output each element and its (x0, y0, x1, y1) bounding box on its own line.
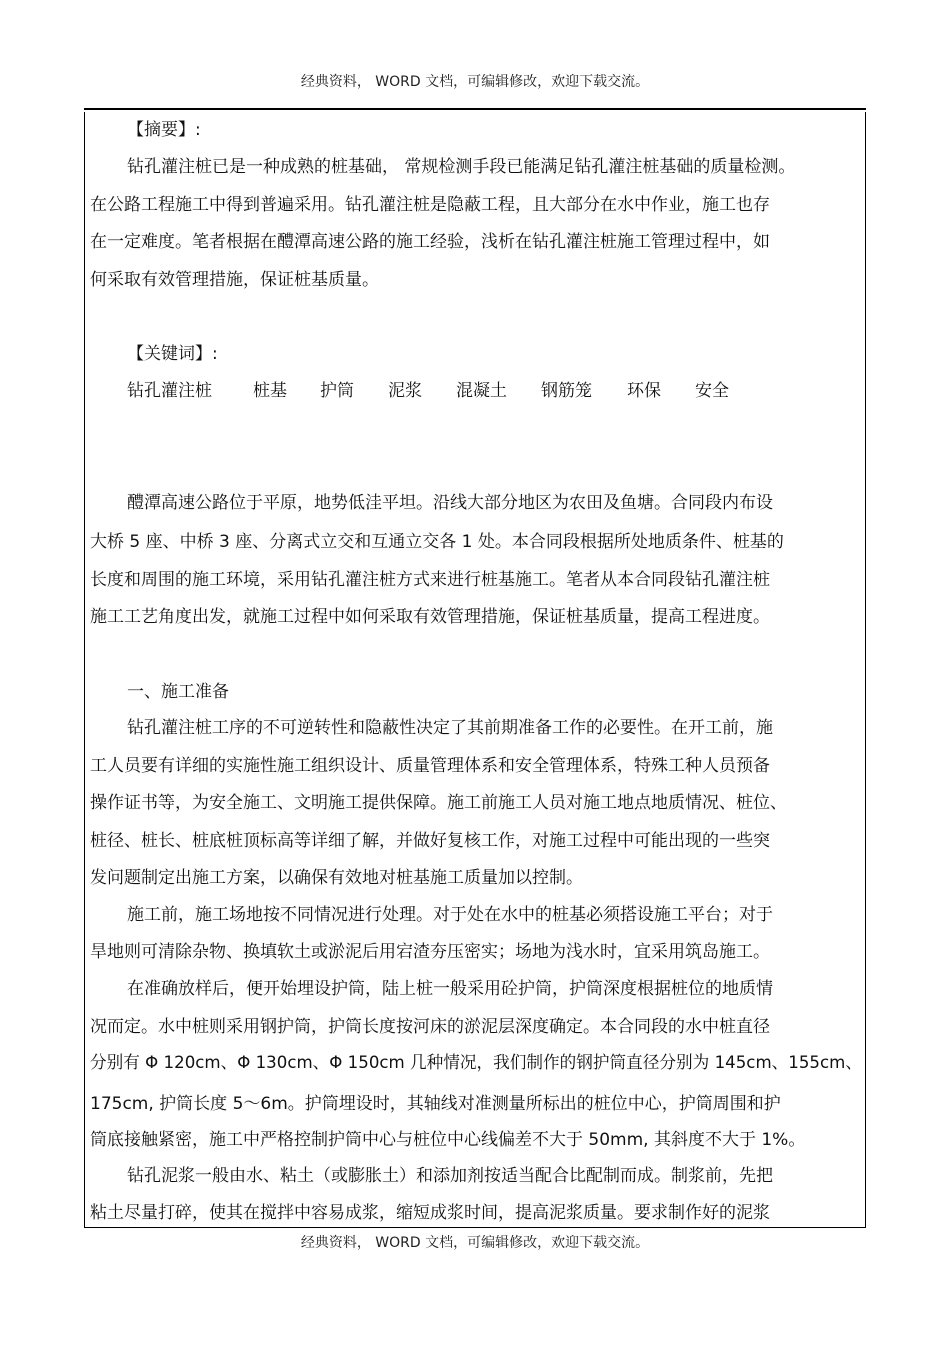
intro-line: 施工工艺角度出发，就施工过程中如何采取有效管理措施，保证桩基质量，提高工程进度。 (90, 607, 770, 627)
keyword: 泥浆 (388, 381, 422, 401)
header-rule (84, 108, 866, 110)
body-line: 操作证书等，为安全施工、文明施工提供保障。施工前施工人员对施工地点地质情况、桩位、 (90, 793, 787, 813)
body-line: 分别有 Φ 120cm、Φ 130cm、Φ 150cm 几种情况，我们制作的钢护筒直径分别为 145cm、155cm、 (90, 1053, 862, 1073)
page-footer: 经典资料， WORD 文档，可编辑修改，欢迎下载交流。 (300, 1235, 650, 1251)
body-line: 况而定。水中桩则采用钢护筒，护筒长度按河床的淤泥层深度确定。本合同段的水中桩直径 (90, 1017, 770, 1037)
keyword: 钻孔灌注桩 (127, 381, 212, 401)
keyword: 环保 (627, 381, 661, 401)
keyword: 护筒 (320, 381, 354, 401)
abstract-line: 钻孔灌注桩已是一种成熟的桩基础， 常规检测手段已能满足钻孔灌注桩基础的质量检测。 (127, 157, 796, 177)
abstract-line: 何采取有效管理措施，保证桩基质量。 (90, 270, 379, 290)
body-line: 在准确放样后，便开始埋设护筒，陆上桩一般采用砼护筒，护筒深度根据桩位的地质情 (127, 979, 773, 999)
body-line: 旱地则可清除杂物、换填软土或淤泥后用宕渣夯压密实；场地为浅水时，宜采用筑岛施工。 (90, 942, 770, 962)
keyword: 桩基 (253, 381, 287, 401)
abstract-heading: 【摘要】: (127, 120, 201, 140)
body-line: 筒底接触紧密，施工中严格控制护筒中心与桩位中心线偏差不大于 50mm, 其斜度不大于 1%。 (90, 1130, 806, 1150)
body-line: 钻孔灌注桩工序的不可逆转性和隐蔽性决定了其前期准备工作的必要性。在开工前，施 (127, 718, 773, 738)
keywords-heading: 【关键词】: (127, 344, 218, 364)
body-line: 发问题制定出施工方案，以确保有效地对桩基施工质量加以控制。 (90, 868, 583, 888)
body-line: 施工前，施工场地按不同情况进行处理。对于处在水中的桩基必须搭设施工平台；对于 (127, 905, 773, 925)
page-header: 经典资料， WORD 文档，可编辑修改，欢迎下载交流。 (300, 74, 650, 90)
abstract-line: 在一定难度。笔者根据在醴潭高速公路的施工经验，浅析在钻孔灌注桩施工管理过程中，如 (90, 232, 770, 252)
keyword: 混凝土 (456, 381, 507, 401)
keyword: 安全 (695, 381, 729, 401)
keyword: 钢筋笼 (541, 381, 592, 401)
body-line: 桩径、桩长、桩底桩顶标高等详细了解，并做好复核工作，对施工过程中可能出现的一些突 (90, 831, 770, 851)
intro-line: 大桥 5 座、中桥 3 座、分离式立交和互通立交各 1 处。本合同段根据所处地质条件、桩基的 (90, 532, 784, 552)
body-line: 粘土尽量打碎，使其在搅拌中容易成浆，缩短成浆时间，提高泥浆质量。要求制作好的泥浆 (90, 1203, 770, 1223)
intro-line: 醴潭高速公路位于平原，地势低洼平坦。沿线大部分地区为农田及鱼塘。合同段内布设 (127, 493, 773, 513)
section-heading: 一、施工准备 (127, 682, 229, 702)
body-line: 工人员要有详细的实施性施工组织设计、质量管理体系和安全管理体系，特殊工种人员预备 (90, 756, 770, 776)
body-line: 钻孔泥浆一般由水、粘土（或膨胀土）和添加剂按适当配合比配制而成。制浆前，先把 (127, 1166, 773, 1186)
body-line: 175cm, 护筒长度 5～6m。护筒埋设时，其轴线对准测量所标出的桩位中心，护筒周围和护 (90, 1094, 781, 1114)
intro-line: 长度和周围的施工环境，采用钻孔灌注桩方式来进行桩基施工。笔者从本合同段钻孔灌注桩 (90, 570, 770, 590)
abstract-line: 在公路工程施工中得到普遍采用。钻孔灌注桩是隐蔽工程，且大部分在水中作业，施工也存 (90, 195, 770, 215)
